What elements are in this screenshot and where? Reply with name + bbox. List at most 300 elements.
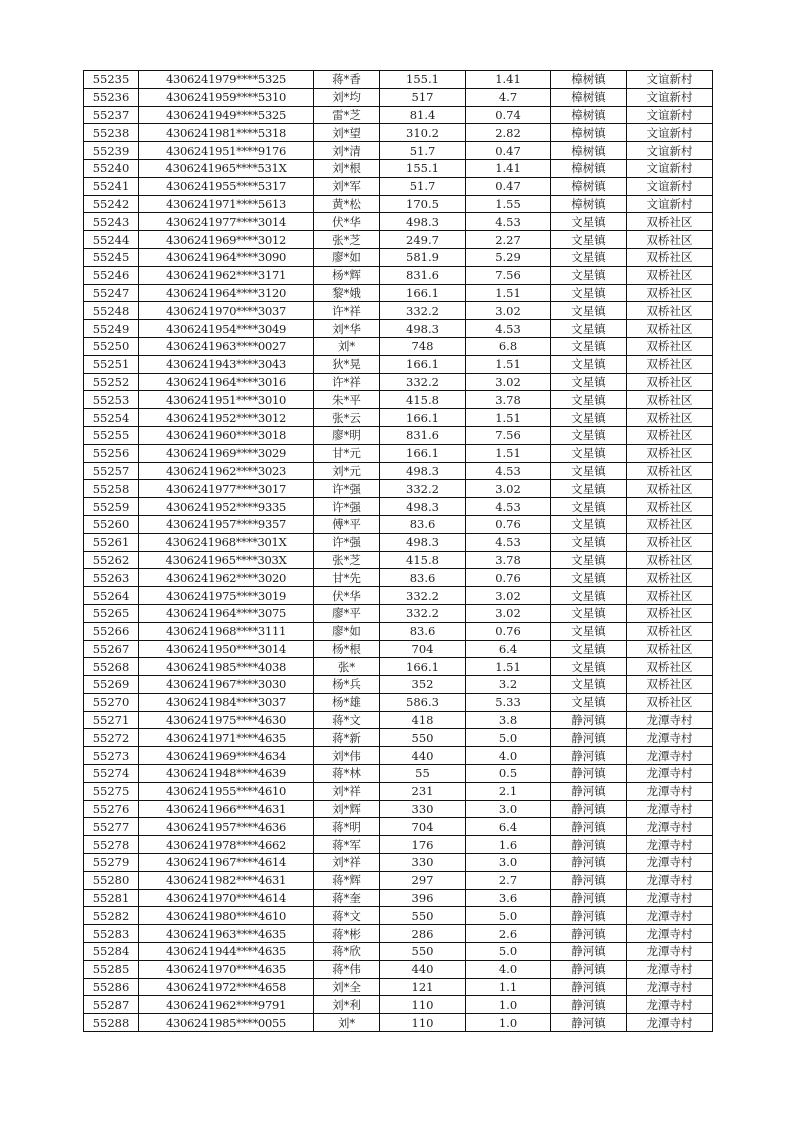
id-number-cell: 4306241962****3020 (139, 569, 314, 587)
table-row (84, 355, 713, 373)
serial-cell: 55271 (84, 711, 139, 729)
id-number-cell: 4306241970****4635 (139, 960, 314, 978)
town-cell: 静河镇 (551, 907, 627, 925)
serial-cell: 55250 (84, 337, 139, 355)
name-cell: 黄*松 (314, 195, 380, 213)
id-number-cell: 4306241954****3049 (139, 320, 314, 338)
id-number-cell: 4306241964****3075 (139, 604, 314, 622)
amount-cell: 155.1 (380, 71, 466, 89)
table-row (84, 124, 713, 142)
amount-cell: 330 (380, 800, 466, 818)
name-cell: 傅*平 (314, 515, 380, 533)
village-cell: 双桥社区 (627, 320, 713, 338)
table-row (84, 337, 713, 355)
amount-cell: 498.3 (380, 498, 466, 516)
serial-cell: 55261 (84, 533, 139, 551)
village-cell: 双桥社区 (627, 640, 713, 658)
town-cell: 文星镇 (551, 426, 627, 444)
village-cell: 龙潭寺村 (627, 925, 713, 943)
table-row (84, 693, 713, 711)
village-cell: 龙潭寺村 (627, 818, 713, 836)
village-cell: 龙潭寺村 (627, 854, 713, 872)
town-cell: 文星镇 (551, 480, 627, 498)
amount-cell: 517 (380, 88, 466, 106)
town-cell: 文星镇 (551, 533, 627, 551)
area-cell: 0.47 (466, 177, 551, 195)
town-cell: 樟树镇 (551, 177, 627, 195)
town-cell: 静河镇 (551, 800, 627, 818)
village-cell: 双桥社区 (627, 355, 713, 373)
amount-cell: 498.3 (380, 320, 466, 338)
area-cell: 6.4 (466, 818, 551, 836)
village-cell: 双桥社区 (627, 391, 713, 409)
id-number-cell: 4306241951****9176 (139, 142, 314, 160)
table-row (84, 248, 713, 266)
area-cell: 5.0 (466, 907, 551, 925)
serial-cell: 55278 (84, 836, 139, 854)
serial-cell: 55267 (84, 640, 139, 658)
table-row (84, 889, 713, 907)
table-row (84, 159, 713, 177)
name-cell: 刘* (314, 1014, 380, 1032)
serial-cell: 55245 (84, 248, 139, 266)
area-cell: 6.4 (466, 640, 551, 658)
amount-cell: 155.1 (380, 159, 466, 177)
village-cell: 文谊新村 (627, 106, 713, 124)
amount-cell: 418 (380, 711, 466, 729)
name-cell: 刘*祥 (314, 782, 380, 800)
serial-cell: 55270 (84, 693, 139, 711)
village-cell: 文谊新村 (627, 159, 713, 177)
serial-cell: 55262 (84, 551, 139, 569)
id-number-cell: 4306241949****5325 (139, 106, 314, 124)
village-cell: 龙潭寺村 (627, 889, 713, 907)
id-number-cell: 4306241955****5317 (139, 177, 314, 195)
id-number-cell: 4306241968****301X (139, 533, 314, 551)
village-cell: 龙潭寺村 (627, 711, 713, 729)
serial-cell: 55257 (84, 462, 139, 480)
id-number-cell: 4306241968****3111 (139, 622, 314, 640)
area-cell: 0.74 (466, 106, 551, 124)
table-row (84, 604, 713, 622)
name-cell: 蒋*新 (314, 729, 380, 747)
amount-cell: 332.2 (380, 373, 466, 391)
town-cell: 静河镇 (551, 1014, 627, 1032)
area-cell: 0.5 (466, 765, 551, 783)
area-cell: 3.02 (466, 480, 551, 498)
id-number-cell: 4306241977****3014 (139, 213, 314, 231)
table-row (84, 711, 713, 729)
village-cell: 双桥社区 (627, 213, 713, 231)
town-cell: 文星镇 (551, 409, 627, 427)
table-row (84, 1014, 713, 1032)
serial-cell: 55243 (84, 213, 139, 231)
village-cell: 双桥社区 (627, 409, 713, 427)
id-number-cell: 4306241952****9335 (139, 498, 314, 516)
name-cell: 许*强 (314, 498, 380, 516)
village-cell: 双桥社区 (627, 266, 713, 284)
area-cell: 5.29 (466, 248, 551, 266)
amount-cell: 310.2 (380, 124, 466, 142)
area-cell: 1.1 (466, 978, 551, 996)
table-row (84, 498, 713, 516)
id-number-cell: 4306241982****4631 (139, 871, 314, 889)
serial-cell: 55251 (84, 355, 139, 373)
amount-cell: 286 (380, 925, 466, 943)
area-cell: 0.47 (466, 142, 551, 160)
serial-cell: 55268 (84, 658, 139, 676)
town-cell: 文星镇 (551, 284, 627, 302)
village-cell: 龙潭寺村 (627, 729, 713, 747)
town-cell: 文星镇 (551, 355, 627, 373)
name-cell: 甘*元 (314, 444, 380, 462)
table-row (84, 391, 713, 409)
village-cell: 双桥社区 (627, 515, 713, 533)
id-number-cell: 4306241957****9357 (139, 515, 314, 533)
table-row (84, 444, 713, 462)
village-cell: 文谊新村 (627, 88, 713, 106)
area-cell: 4.53 (466, 320, 551, 338)
area-cell: 4.7 (466, 88, 551, 106)
village-cell: 龙潭寺村 (627, 960, 713, 978)
serial-cell: 55263 (84, 569, 139, 587)
village-cell: 双桥社区 (627, 302, 713, 320)
table-row (84, 551, 713, 569)
id-number-cell: 4306241965****303X (139, 551, 314, 569)
name-cell: 张* (314, 658, 380, 676)
name-cell: 蒋*伟 (314, 960, 380, 978)
name-cell: 许*祥 (314, 302, 380, 320)
table-row (84, 907, 713, 925)
amount-cell: 110 (380, 996, 466, 1014)
name-cell: 刘*清 (314, 142, 380, 160)
id-number-cell: 4306241960****3018 (139, 426, 314, 444)
village-cell: 龙潭寺村 (627, 1014, 713, 1032)
town-cell: 静河镇 (551, 765, 627, 783)
table-row (84, 266, 713, 284)
table-row (84, 640, 713, 658)
name-cell: 刘*根 (314, 159, 380, 177)
village-cell: 双桥社区 (627, 231, 713, 249)
amount-cell: 581.9 (380, 248, 466, 266)
town-cell: 静河镇 (551, 818, 627, 836)
area-cell: 1.51 (466, 284, 551, 302)
serial-cell: 55252 (84, 373, 139, 391)
village-cell: 双桥社区 (627, 373, 713, 391)
serial-cell: 55238 (84, 124, 139, 142)
serial-cell: 55272 (84, 729, 139, 747)
town-cell: 樟树镇 (551, 106, 627, 124)
table-row (84, 195, 713, 213)
serial-cell: 55235 (84, 71, 139, 89)
area-cell: 1.55 (466, 195, 551, 213)
serial-cell: 55255 (84, 426, 139, 444)
name-cell: 张*芝 (314, 551, 380, 569)
table-row (84, 106, 713, 124)
name-cell: 雷*芝 (314, 106, 380, 124)
area-cell: 7.56 (466, 266, 551, 284)
amount-cell: 586.3 (380, 693, 466, 711)
town-cell: 文星镇 (551, 658, 627, 676)
town-cell: 文星镇 (551, 213, 627, 231)
area-cell: 3.0 (466, 800, 551, 818)
name-cell: 刘*华 (314, 320, 380, 338)
id-number-cell: 4306241951****3010 (139, 391, 314, 409)
table-row (84, 373, 713, 391)
serial-cell: 55279 (84, 854, 139, 872)
village-cell: 龙潭寺村 (627, 996, 713, 1014)
id-number-cell: 4306241970****3037 (139, 302, 314, 320)
id-number-cell: 4306241966****4631 (139, 800, 314, 818)
town-cell: 文星镇 (551, 302, 627, 320)
serial-cell: 55242 (84, 195, 139, 213)
area-cell: 1.41 (466, 159, 551, 177)
town-cell: 静河镇 (551, 943, 627, 961)
name-cell: 刘*均 (314, 88, 380, 106)
id-number-cell: 4306241981****5318 (139, 124, 314, 142)
table-row (84, 854, 713, 872)
serial-cell: 55286 (84, 978, 139, 996)
amount-cell: 51.7 (380, 177, 466, 195)
id-number-cell: 4306241985****0055 (139, 1014, 314, 1032)
town-cell: 文星镇 (551, 337, 627, 355)
serial-cell: 55280 (84, 871, 139, 889)
serial-cell: 55285 (84, 960, 139, 978)
area-cell: 4.53 (466, 533, 551, 551)
amount-cell: 110 (380, 1014, 466, 1032)
amount-cell: 170.5 (380, 195, 466, 213)
id-number-cell: 4306241969****3029 (139, 444, 314, 462)
serial-cell: 55266 (84, 622, 139, 640)
area-cell: 2.82 (466, 124, 551, 142)
amount-cell: 330 (380, 854, 466, 872)
amount-cell: 332.2 (380, 302, 466, 320)
village-cell: 龙潭寺村 (627, 747, 713, 765)
table-row (84, 925, 713, 943)
area-cell: 5.0 (466, 729, 551, 747)
area-cell: 4.0 (466, 960, 551, 978)
amount-cell: 332.2 (380, 480, 466, 498)
name-cell: 许*强 (314, 533, 380, 551)
area-cell: 7.56 (466, 426, 551, 444)
town-cell: 静河镇 (551, 978, 627, 996)
serial-cell: 55281 (84, 889, 139, 907)
table-row (84, 515, 713, 533)
amount-cell: 352 (380, 676, 466, 694)
id-number-cell: 4306241950****3014 (139, 640, 314, 658)
area-cell: 1.6 (466, 836, 551, 854)
village-cell: 文谊新村 (627, 124, 713, 142)
amount-cell: 550 (380, 907, 466, 925)
amount-cell: 166.1 (380, 444, 466, 462)
serial-cell: 55269 (84, 676, 139, 694)
amount-cell: 231 (380, 782, 466, 800)
name-cell: 伏*华 (314, 587, 380, 605)
table-row (84, 320, 713, 338)
amount-cell: 81.4 (380, 106, 466, 124)
area-cell: 3.78 (466, 391, 551, 409)
village-cell: 文谊新村 (627, 71, 713, 89)
table-row (84, 302, 713, 320)
village-cell: 龙潭寺村 (627, 765, 713, 783)
village-cell: 龙潭寺村 (627, 978, 713, 996)
name-cell: 蒋*文 (314, 711, 380, 729)
name-cell: 刘*全 (314, 978, 380, 996)
town-cell: 文星镇 (551, 676, 627, 694)
amount-cell: 831.6 (380, 426, 466, 444)
amount-cell: 831.6 (380, 266, 466, 284)
area-cell: 3.02 (466, 302, 551, 320)
name-cell: 蒋*文 (314, 907, 380, 925)
amount-cell: 550 (380, 729, 466, 747)
id-number-cell: 4306241975****4630 (139, 711, 314, 729)
town-cell: 静河镇 (551, 729, 627, 747)
table-row (84, 747, 713, 765)
name-cell: 蒋*欣 (314, 943, 380, 961)
name-cell: 蒋*奎 (314, 889, 380, 907)
id-number-cell: 4306241979****5325 (139, 71, 314, 89)
town-cell: 静河镇 (551, 996, 627, 1014)
id-number-cell: 4306241985****4038 (139, 658, 314, 676)
area-cell: 1.0 (466, 996, 551, 1014)
village-cell: 双桥社区 (627, 337, 713, 355)
area-cell: 1.51 (466, 658, 551, 676)
town-cell: 静河镇 (551, 711, 627, 729)
serial-cell: 55265 (84, 604, 139, 622)
village-cell: 双桥社区 (627, 480, 713, 498)
name-cell: 杨*辉 (314, 266, 380, 284)
amount-cell: 440 (380, 747, 466, 765)
name-cell: 刘*辉 (314, 800, 380, 818)
village-cell: 文谊新村 (627, 195, 713, 213)
table-row (84, 782, 713, 800)
village-cell: 双桥社区 (627, 533, 713, 551)
town-cell: 文星镇 (551, 266, 627, 284)
area-cell: 2.7 (466, 871, 551, 889)
name-cell: 刘*元 (314, 462, 380, 480)
town-cell: 文星镇 (551, 587, 627, 605)
name-cell: 张*芝 (314, 231, 380, 249)
serial-cell: 55237 (84, 106, 139, 124)
amount-cell: 748 (380, 337, 466, 355)
id-number-cell: 4306241964****3090 (139, 248, 314, 266)
serial-cell: 55264 (84, 587, 139, 605)
area-cell: 3.6 (466, 889, 551, 907)
table-row (84, 836, 713, 854)
table-row (84, 480, 713, 498)
id-number-cell: 4306241969****4634 (139, 747, 314, 765)
name-cell: 廖*如 (314, 248, 380, 266)
serial-cell: 55256 (84, 444, 139, 462)
id-number-cell: 4306241959****5310 (139, 88, 314, 106)
area-cell: 2.1 (466, 782, 551, 800)
town-cell: 文星镇 (551, 462, 627, 480)
area-cell: 1.0 (466, 1014, 551, 1032)
amount-cell: 297 (380, 871, 466, 889)
table-row (84, 729, 713, 747)
amount-cell: 498.3 (380, 533, 466, 551)
name-cell: 张*云 (314, 409, 380, 427)
serial-cell: 55249 (84, 320, 139, 338)
id-number-cell: 4306241962****3023 (139, 462, 314, 480)
id-number-cell: 4306241967****4614 (139, 854, 314, 872)
id-number-cell: 4306241967****3030 (139, 676, 314, 694)
town-cell: 文星镇 (551, 569, 627, 587)
village-cell: 龙潭寺村 (627, 782, 713, 800)
town-cell: 静河镇 (551, 782, 627, 800)
name-cell: 廖*明 (314, 426, 380, 444)
area-cell: 5.0 (466, 943, 551, 961)
name-cell: 杨*雄 (314, 693, 380, 711)
area-cell: 1.51 (466, 355, 551, 373)
id-number-cell: 4306241970****4614 (139, 889, 314, 907)
area-cell: 0.76 (466, 515, 551, 533)
table-row (84, 231, 713, 249)
area-cell: 4.0 (466, 747, 551, 765)
town-cell: 文星镇 (551, 231, 627, 249)
village-cell: 双桥社区 (627, 604, 713, 622)
name-cell: 蒋*林 (314, 765, 380, 783)
name-cell: 刘*军 (314, 177, 380, 195)
name-cell: 甘*先 (314, 569, 380, 587)
name-cell: 狄*晃 (314, 355, 380, 373)
town-cell: 文星镇 (551, 320, 627, 338)
amount-cell: 166.1 (380, 409, 466, 427)
town-cell: 文星镇 (551, 604, 627, 622)
id-number-cell: 4306241980****4610 (139, 907, 314, 925)
amount-cell: 704 (380, 640, 466, 658)
id-number-cell: 4306241944****4635 (139, 943, 314, 961)
village-cell: 文谊新村 (627, 142, 713, 160)
village-cell: 龙潭寺村 (627, 871, 713, 889)
id-number-cell: 4306241975****3019 (139, 587, 314, 605)
village-cell: 龙潭寺村 (627, 943, 713, 961)
town-cell: 文星镇 (551, 622, 627, 640)
amount-cell: 51.7 (380, 142, 466, 160)
id-number-cell: 4306241963****4635 (139, 925, 314, 943)
table-row (84, 462, 713, 480)
town-cell: 静河镇 (551, 871, 627, 889)
table-row (84, 71, 713, 89)
amount-cell: 332.2 (380, 587, 466, 605)
area-cell: 2.6 (466, 925, 551, 943)
id-number-cell: 4306241972****4658 (139, 978, 314, 996)
town-cell: 静河镇 (551, 854, 627, 872)
table-body (84, 71, 713, 1032)
amount-cell: 55 (380, 765, 466, 783)
area-cell: 5.33 (466, 693, 551, 711)
serial-cell: 55258 (84, 480, 139, 498)
table-row (84, 622, 713, 640)
village-cell: 双桥社区 (627, 551, 713, 569)
area-cell: 1.51 (466, 409, 551, 427)
amount-cell: 550 (380, 943, 466, 961)
area-cell: 3.2 (466, 676, 551, 694)
area-cell: 3.02 (466, 587, 551, 605)
amount-cell: 415.8 (380, 551, 466, 569)
table-row (84, 587, 713, 605)
table-row (84, 426, 713, 444)
table-row (84, 818, 713, 836)
amount-cell: 176 (380, 836, 466, 854)
id-number-cell: 4306241962****3171 (139, 266, 314, 284)
table-row (84, 569, 713, 587)
town-cell: 樟树镇 (551, 71, 627, 89)
town-cell: 文星镇 (551, 444, 627, 462)
town-cell: 樟树镇 (551, 124, 627, 142)
id-number-cell: 4306241957****4636 (139, 818, 314, 836)
name-cell: 许*强 (314, 480, 380, 498)
